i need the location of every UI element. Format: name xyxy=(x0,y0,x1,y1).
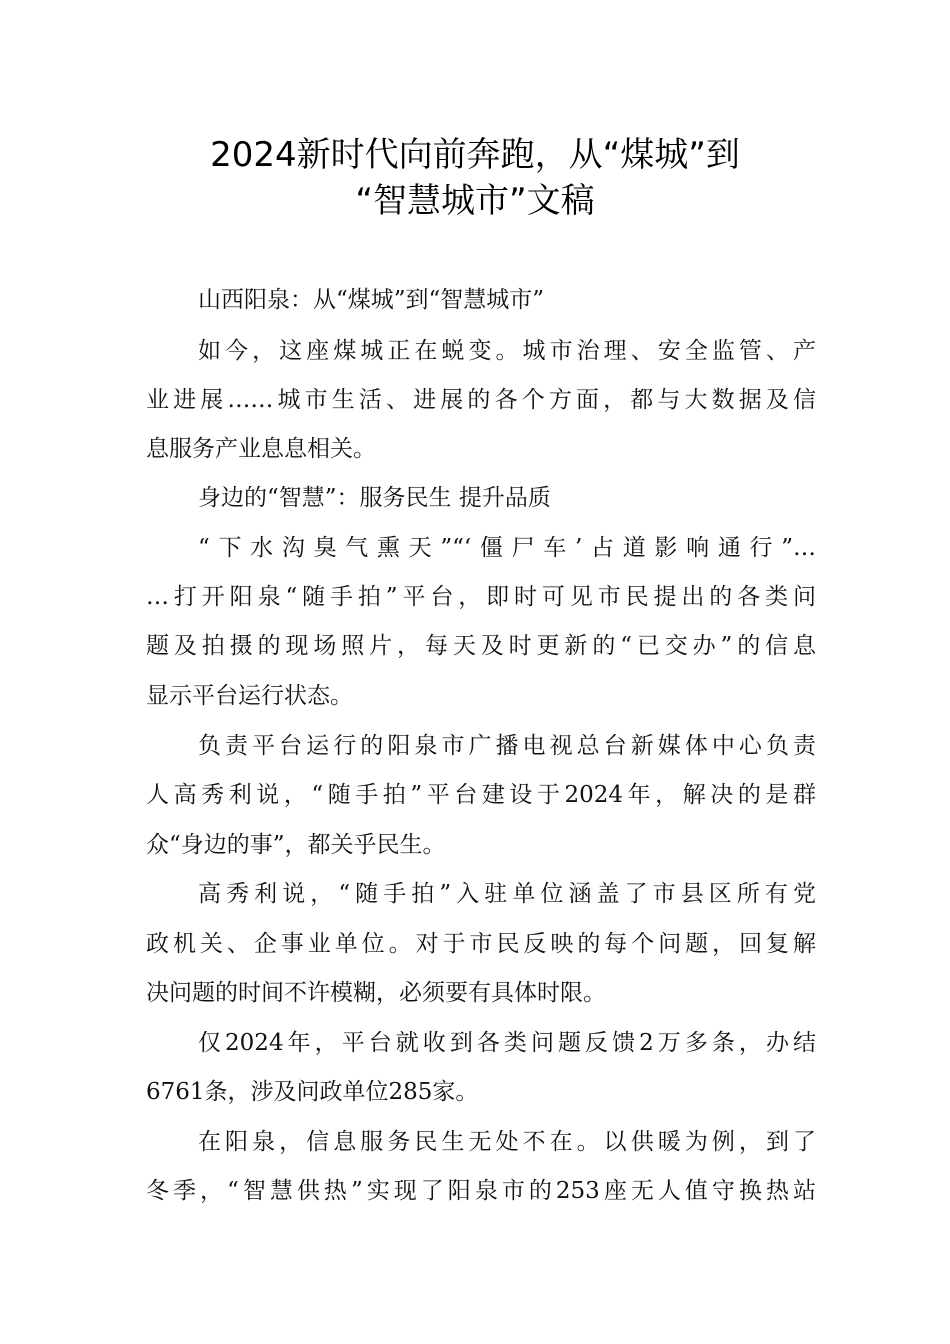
subtitle-line: 山西阳泉：从“煤城”到“智慧城市” xyxy=(198,287,545,313)
paragraph-line: 业进展……城市生活、进展的各个方面，都与大数据及信 xyxy=(146,387,816,413)
paragraph-line: 众“身边的事”，都关乎民生。 xyxy=(146,832,446,858)
paragraph-line: 在阳泉，信息服务民生无处不在。以供暖为例，到了 xyxy=(198,1129,816,1155)
paragraph-line: 6761条，涉及问政单位285家。 xyxy=(146,1079,479,1105)
paragraph-line: 显示平台运行状态。 xyxy=(146,683,353,709)
document-title-line-1: 2024新时代向前奔跑，从“煤城”到 xyxy=(210,135,740,175)
document-title-line-2: “智慧城市”文稿 xyxy=(355,181,595,221)
paragraph-line: 负责平台运行的阳泉市广播电视总台新媒体中心负责 xyxy=(198,733,816,759)
paragraph-line: …打开阳泉“随手拍”平台，即时可见市民提出的各类问 xyxy=(146,584,816,610)
paragraph-line: 高秀利说，“随手拍”入驻单位涵盖了市县区所有党 xyxy=(198,881,816,907)
paragraph-line: 政机关、企事业单位。对于市民反映的每个问题，回复解 xyxy=(146,931,816,957)
paragraph-line: 息服务产业息息相关。 xyxy=(146,436,376,462)
section-heading: 身边的“智慧”：服务民生 提升品质 xyxy=(198,485,551,511)
paragraph-line: 如今，这座煤城正在蜕变。城市治理、安全监管、产 xyxy=(198,338,816,364)
paragraph-line: 人高秀利说，“随手拍”平台建设于2024年，解决的是群 xyxy=(146,782,816,808)
paragraph-line: 冬季，“智慧供热”实现了阳泉市的253座无人值守换热站 xyxy=(146,1178,816,1204)
paragraph-line: 题及拍摄的现场照片，每天及时更新的“已交办”的信息 xyxy=(146,633,816,659)
paragraph-line: 仅2024年，平台就收到各类问题反馈2万多条，办结 xyxy=(198,1030,816,1056)
paragraph-line: “下水沟臭气熏天”“‘僵尸车’占道影响通行”… xyxy=(198,535,816,561)
paragraph-line: 决问题的时间不许模糊，必须要有具体时限。 xyxy=(146,980,606,1006)
